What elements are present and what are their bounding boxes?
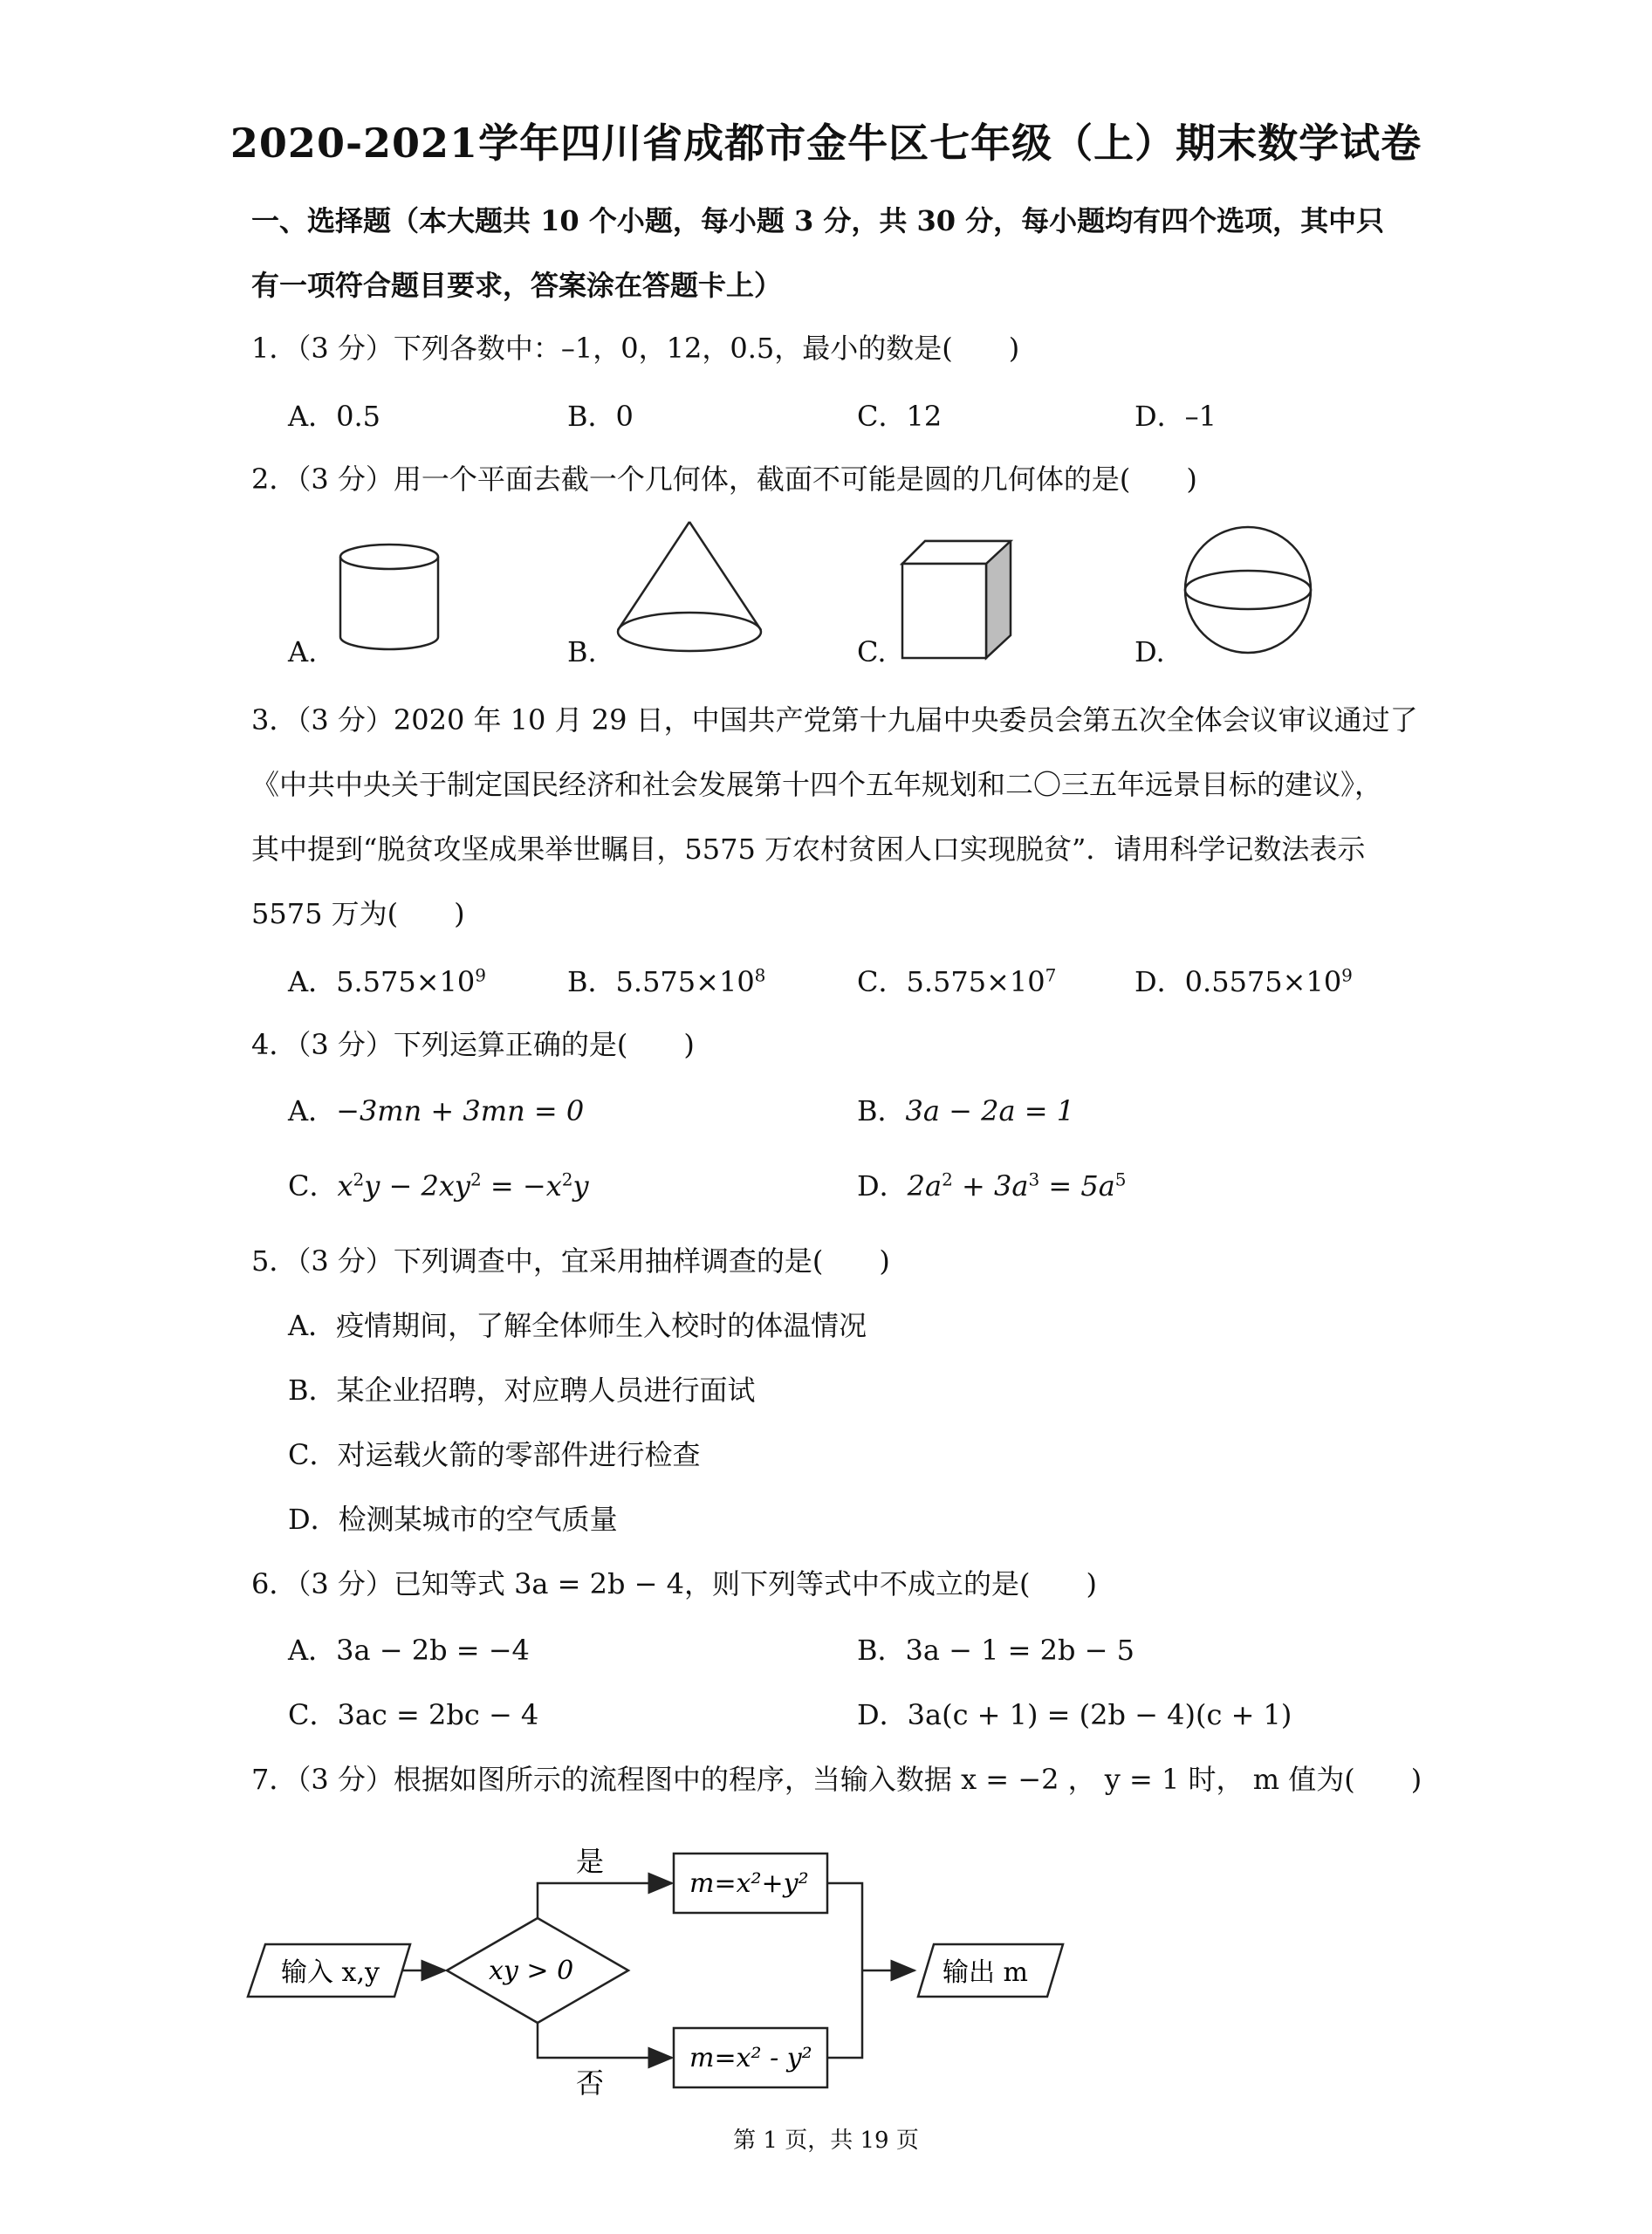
- q6-option-a: A．3a − 2b = −4: [288, 1634, 530, 1667]
- q6-option-c: C．3ac = 2bc − 4: [288, 1698, 539, 1731]
- page-footer: 第 1 页，共 19 页: [733, 2128, 919, 2154]
- question-5-stem: 5．（3 分）下列调查中，宜采用抽样调查的是( ): [251, 1244, 890, 1278]
- q6-option-b: B．3a − 1 = 2b − 5: [857, 1634, 1134, 1667]
- q2-option-a: A.: [288, 635, 318, 668]
- q1-option-c: C．12: [857, 400, 943, 433]
- q4-option-a: A．−3mn + 3mn = 0: [288, 1094, 585, 1127]
- flow-yes-formula: m=x²+y²: [689, 1868, 809, 1899]
- q1-option-a: A．0.5: [288, 400, 381, 433]
- q5-option-b: B．某企业招聘，对应聘人员进行面试: [288, 1374, 756, 1407]
- q4-option-d: D．$2a^2 + 3a^3 = 5a^5$: [857, 1168, 1127, 1203]
- flow-output-label: 输出 m: [943, 1957, 1028, 1988]
- q4-option-c: C．$x^2y - 2xy^2 = -x^2y$: [288, 1168, 589, 1203]
- q1-option-b: B．0: [567, 400, 634, 433]
- flow-no-label: 否: [576, 2066, 605, 2100]
- flow-condition-label: xy > 0: [489, 1956, 574, 1986]
- section-heading-line1: 一、选择题（本大题共 10 个小题，每小题 3 分，共 30 分，每小题均有四个选项，其中只: [251, 204, 1385, 237]
- question-3-line2: 《中共中央关于制定国民经济和社会发展第十四个五年规划和二〇三五年远景目标的建议》，: [251, 768, 1383, 801]
- flow-no-formula: m=x² - y²: [689, 2043, 812, 2073]
- question-7-stem: 7．（3 分）根据如图所示的流程图中的程序，当输入数据 x = −2 ， y = 1 时， m 值为( ): [251, 1763, 1422, 1796]
- q1-option-d: D．–1: [1134, 400, 1217, 433]
- question-3-line4: 5575 万为( ): [251, 897, 465, 930]
- cone-icon: [611, 515, 768, 663]
- q3-option-b: B．$5.575\times 10^8$: [567, 964, 766, 998]
- cube-icon: [899, 538, 1021, 663]
- question-2-stem: 2．（3 分）用一个平面去截一个几何体，截面不可能是圆的几何体的是( ): [251, 463, 1197, 496]
- question-4-stem: 4．（3 分）下列运算正确的是( ): [251, 1028, 695, 1061]
- question-1-stem: 1．（3 分）下列各数中：–1，0，12，0.5，最小的数是( ): [251, 332, 1020, 365]
- cylinder-icon: [332, 539, 454, 661]
- q2-option-b: B.: [567, 635, 597, 668]
- flow-input-label: 输入 x,y: [281, 1957, 380, 1988]
- page-title: 2020-2021学年四川省成都市金牛区七年级（上）期末数学试卷: [230, 120, 1422, 167]
- question-3-line3: 其中提到“脱贫攻坚成果举世瞩目，5575 万农村贫困人口实现脱贫”．请用科学记数法表示: [251, 833, 1366, 866]
- q5-option-a: A．疫情期间，了解全体师生入校时的体温情况: [288, 1309, 867, 1342]
- flowchart-diagram: [244, 1798, 1082, 2100]
- section-heading-line2: 有一项符合题目要求，答案涂在答题卡上）: [251, 269, 783, 302]
- q2-option-d: D.: [1134, 635, 1165, 668]
- question-3-line1: 3．（3 分）2020 年 10 月 29 日，中国共产党第十九届中央委员会第五次全体会议审议通过了: [251, 703, 1418, 737]
- q5-option-d: D．检测某城市的空气质量: [288, 1503, 618, 1536]
- q2-option-c: C.: [857, 635, 887, 668]
- q6-option-d: D．3a(c + 1) = (2b − 4)(c + 1): [857, 1698, 1292, 1731]
- q5-option-c: C．对运载火箭的零部件进行检查: [288, 1438, 701, 1471]
- q3-option-c: C．$5.575\times 10^7$: [857, 964, 1057, 998]
- sphere-icon: [1178, 520, 1318, 660]
- flow-yes-label: 是: [576, 1845, 605, 1878]
- q3-option-d: D．$0.5575\times 10^9$: [1134, 964, 1353, 998]
- q4-option-b: B．3a − 2a = 1: [857, 1094, 1075, 1127]
- q3-option-a: A．$5.575\times 10^9$: [288, 964, 486, 998]
- question-6-stem: 6．（3 分）已知等式 3a = 2b − 4，则下列等式中不成立的是( ): [251, 1567, 1097, 1600]
